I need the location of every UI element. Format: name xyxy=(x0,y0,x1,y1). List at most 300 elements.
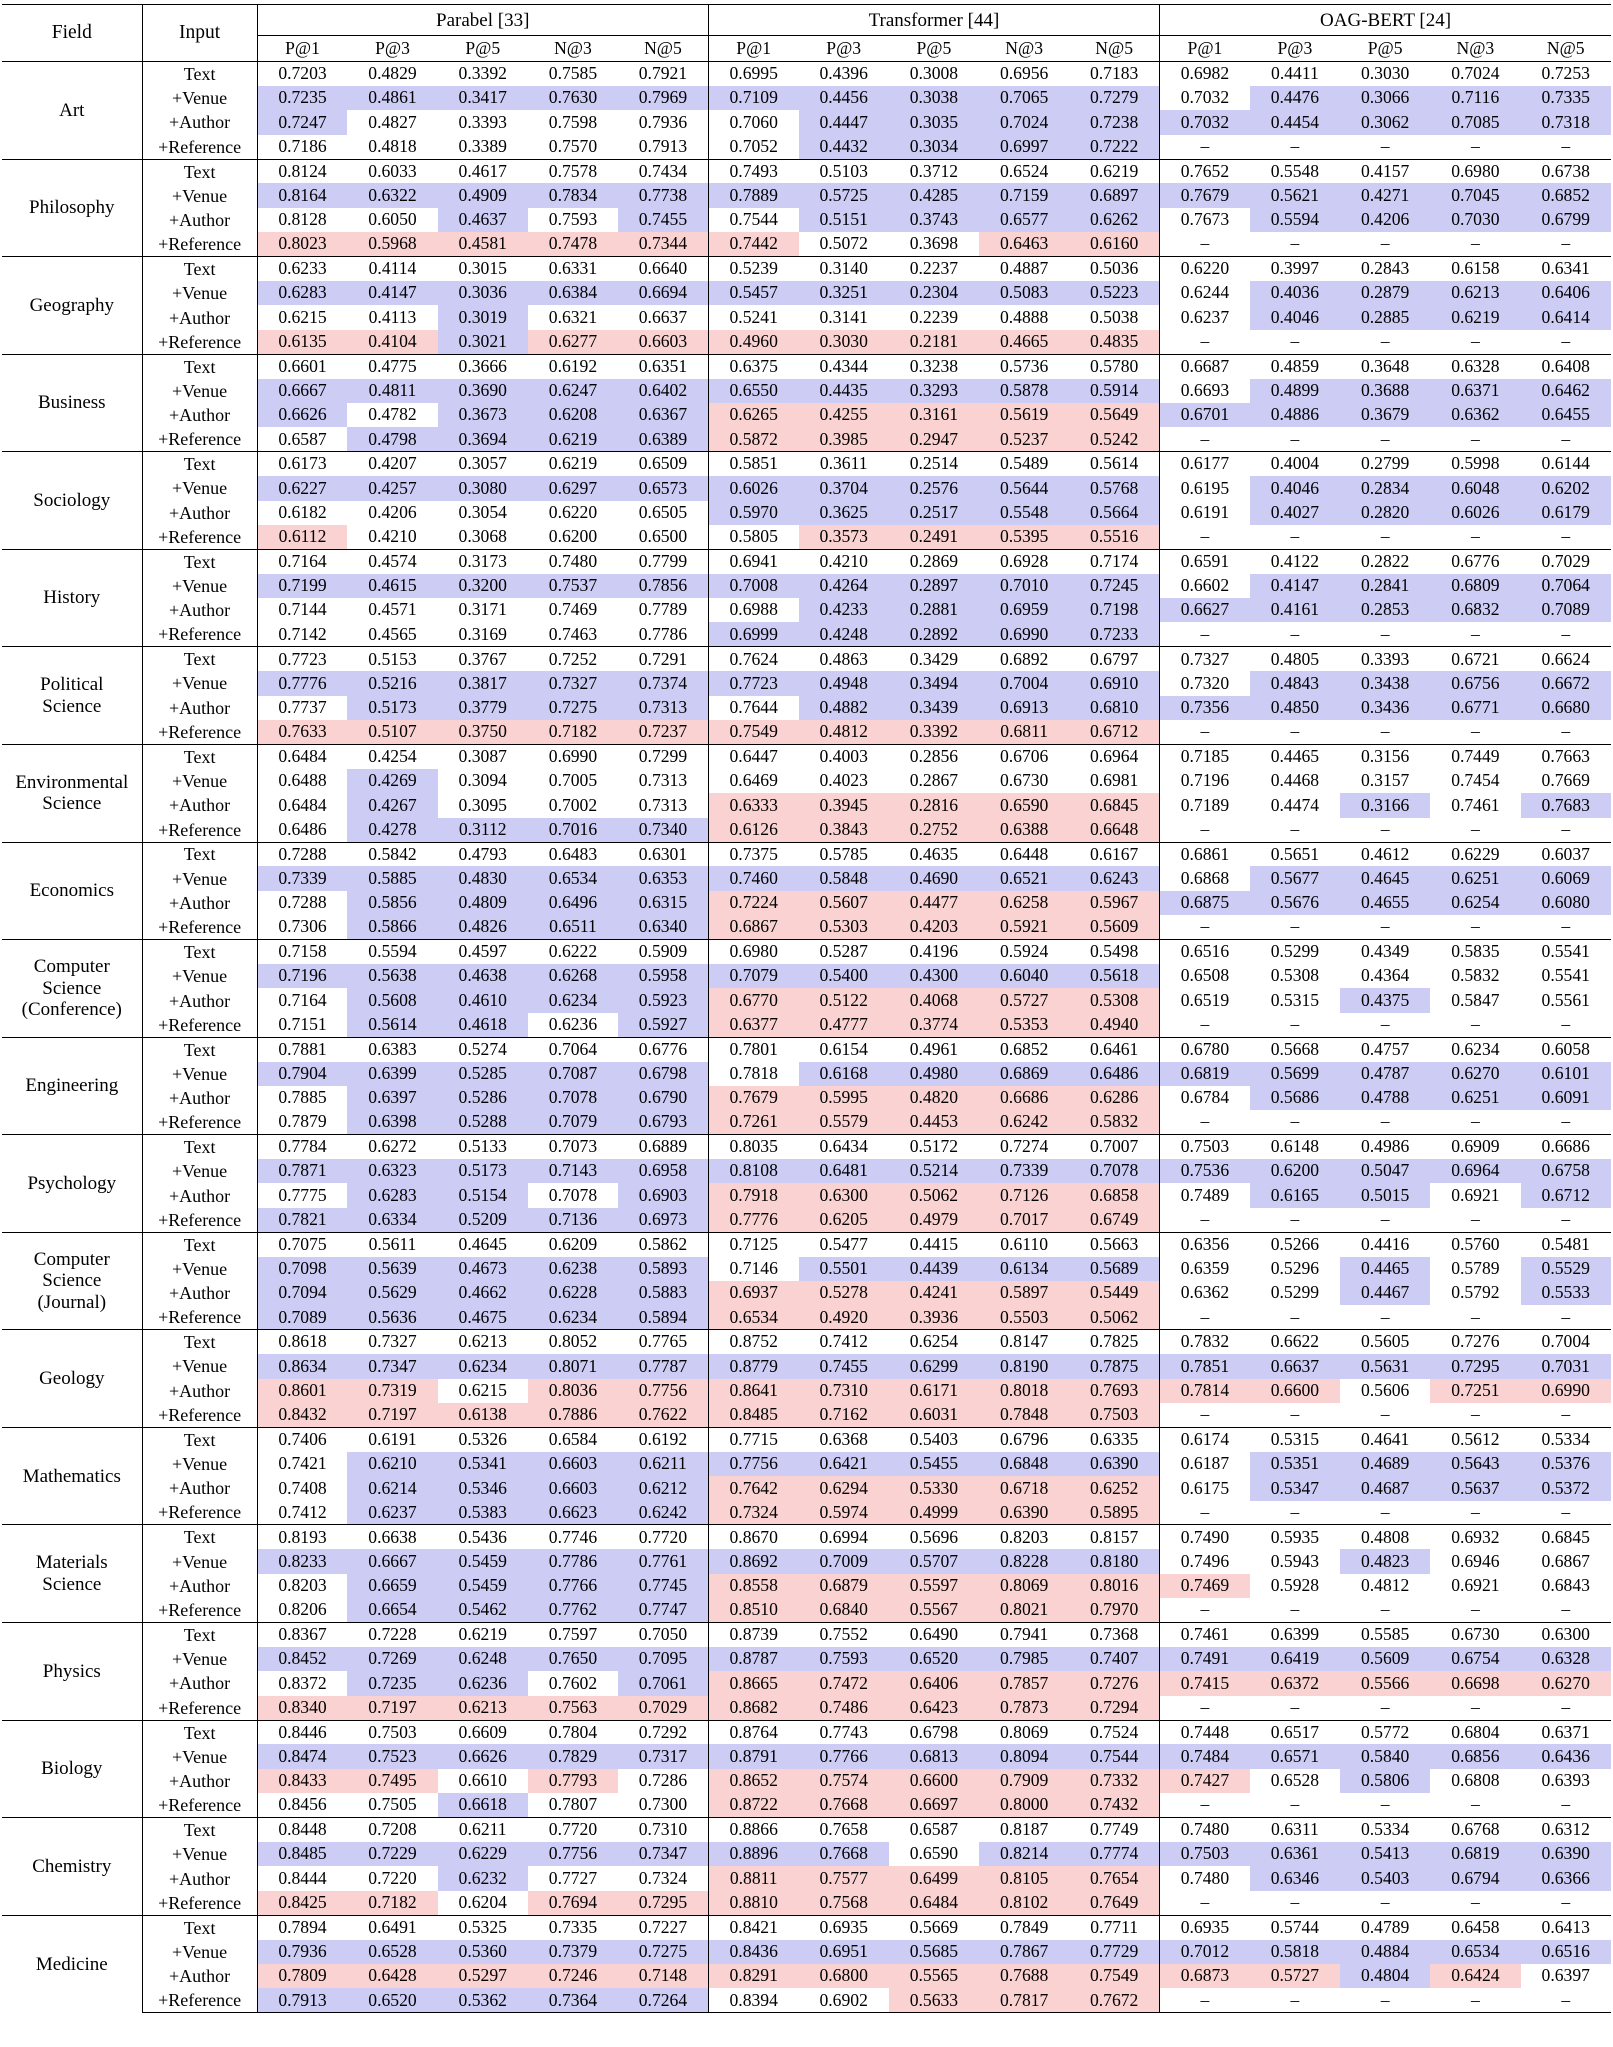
metric-cell: 0.4641 xyxy=(1340,1427,1430,1451)
metric-cell: 0.6964 xyxy=(1430,1159,1520,1183)
metric-cell: 0.5792 xyxy=(1451,1282,1500,1303)
metric-cell: 0.5909 xyxy=(618,940,708,964)
header-metric-n5-parabel: N@5 xyxy=(618,36,708,62)
metric-cell: 0.3238 xyxy=(889,354,979,378)
metric-cell: 0.7339 xyxy=(979,1159,1069,1183)
metric-cell: 0.5274 xyxy=(438,1037,528,1061)
metric-cell: 0.6158 xyxy=(1430,257,1520,281)
metric-cell: 0.6951 xyxy=(799,1940,889,1964)
metric-cell: 0.7295 xyxy=(618,1891,708,1915)
metric-cell: 0.5299 xyxy=(1250,940,1340,964)
metric-cell: 0.7299 xyxy=(618,744,708,768)
metric-cell: – xyxy=(1290,1209,1300,1229)
metric-cell: 0.7524 xyxy=(1069,1720,1159,1744)
metric-cell: 0.6211 xyxy=(438,1818,528,1842)
metric-cell: 0.7300 xyxy=(618,1793,708,1817)
table-row xyxy=(2,1940,1611,1964)
metric-cell: 0.5644 xyxy=(979,476,1069,500)
metric-cell: 0.5566 xyxy=(1340,1671,1430,1695)
metric-cell: 0.5958 xyxy=(618,964,708,988)
metric-cell: 0.4882 xyxy=(799,696,889,720)
metric-cell: 0.7002 xyxy=(548,794,598,815)
input-label: +Venue xyxy=(142,379,257,403)
metric-cell: – xyxy=(1200,135,1210,156)
metric-cell: 0.8214 xyxy=(979,1842,1069,1866)
metric-cell: 0.8164 xyxy=(257,183,347,207)
header-metric-p5-parabel: P@5 xyxy=(438,36,528,62)
metric-cell: 0.5565 xyxy=(889,1964,979,1988)
metric-cell: 0.3062 xyxy=(1340,110,1430,134)
metric-cell: 0.5998 xyxy=(1430,452,1520,476)
metric-cell: 0.5400 xyxy=(799,964,889,988)
metric-cell: 0.5856 xyxy=(347,891,437,915)
table-row xyxy=(2,525,1611,549)
metric-cell: 0.3694 xyxy=(438,427,528,451)
metric-cell: 0.4036 xyxy=(1250,281,1340,305)
metric-cell: 0.6845 xyxy=(1069,793,1159,817)
metric-cell: 0.7775 xyxy=(278,1184,327,1205)
metric-cell: 0.7356 xyxy=(1160,696,1250,720)
metric-cell: 0.7693 xyxy=(1069,1379,1159,1403)
metric-cell: 0.6212 xyxy=(618,1476,708,1500)
metric-cell: 0.3021 xyxy=(438,330,528,354)
metric-cell: 0.5894 xyxy=(618,1305,708,1329)
metric-cell: 0.6756 xyxy=(1430,671,1520,695)
metric-cell: 0.7832 xyxy=(1160,1330,1250,1354)
metric-cell: 0.6202 xyxy=(1521,476,1612,500)
metric-cell: 0.3094 xyxy=(458,770,507,791)
metric-cell: 0.2834 xyxy=(1340,476,1430,500)
metric-cell: 0.3436 xyxy=(1340,696,1430,720)
metric-cell: 0.6776 xyxy=(1430,549,1520,573)
metric-cell: 0.7094 xyxy=(257,1281,347,1305)
metric-cell: 0.8016 xyxy=(1069,1574,1159,1598)
metric-cell: 0.6413 xyxy=(1521,1915,1612,1939)
metric-cell: 0.8036 xyxy=(528,1379,618,1403)
table-row xyxy=(2,1696,1611,1720)
metric-cell: 0.7143 xyxy=(528,1159,618,1183)
metric-cell: 0.6026 xyxy=(1430,501,1520,525)
metric-cell: 0.5489 xyxy=(979,452,1069,476)
metric-cell: 0.7495 xyxy=(347,1769,437,1793)
metric-cell: 0.6610 xyxy=(458,1770,507,1791)
metric-cell: 0.7765 xyxy=(618,1330,708,1354)
metric-cell: 0.4689 xyxy=(1340,1452,1430,1476)
metric-cell: 0.7164 xyxy=(278,989,327,1010)
metric-cell: 0.6270 xyxy=(1430,1062,1520,1086)
metric-cell: 0.6050 xyxy=(368,209,417,230)
metric-cell: 0.6144 xyxy=(1521,452,1612,476)
metric-cell: 0.5239 xyxy=(708,257,798,281)
input-label: +Reference xyxy=(142,1110,257,1134)
metric-cell: – xyxy=(1290,1891,1300,1912)
metric-cell: – xyxy=(1380,1891,1390,1912)
metric-cell: 0.6399 xyxy=(1250,1623,1340,1647)
metric-cell: 0.4267 xyxy=(347,793,437,817)
metric-cell: 0.8206 xyxy=(278,1599,327,1620)
metric-cell: 0.6126 xyxy=(708,818,798,842)
metric-cell: 0.8023 xyxy=(257,232,347,256)
metric-cell: 0.7412 xyxy=(799,1330,889,1354)
table-row xyxy=(2,232,1611,256)
metric-cell: 0.7087 xyxy=(528,1062,618,1086)
metric-cell: – xyxy=(1380,1404,1390,1425)
metric-cell: 0.7873 xyxy=(979,1696,1069,1720)
metric-cell: 0.6215 xyxy=(278,306,327,327)
input-label: +Author xyxy=(142,598,257,622)
metric-cell: 0.6160 xyxy=(1069,232,1159,256)
metric-cell: 0.7851 xyxy=(1160,1354,1250,1378)
metric-cell: 0.7233 xyxy=(1069,622,1159,646)
metric-cell: 0.6730 xyxy=(999,770,1049,791)
metric-cell: 0.7196 xyxy=(257,964,347,988)
metric-cell: 0.5597 xyxy=(889,1574,979,1598)
metric-cell: 0.7597 xyxy=(528,1623,618,1647)
metric-cell: 0.6730 xyxy=(1430,1623,1520,1647)
metric-cell: 0.8448 xyxy=(257,1818,347,1842)
metric-cell: 0.8810 xyxy=(708,1891,798,1915)
metric-cell: 0.4823 xyxy=(1340,1549,1430,1573)
field-label: Medicine xyxy=(2,1915,142,2013)
metric-cell: 0.4920 xyxy=(799,1305,889,1329)
field-label: Geography xyxy=(2,257,142,355)
metric-cell: 0.6371 xyxy=(1521,1720,1612,1744)
metric-cell: 0.2304 xyxy=(889,281,979,305)
metric-cell: 0.7688 xyxy=(979,1964,1069,1988)
metric-cell: 0.7126 xyxy=(979,1183,1069,1207)
input-label: +Venue xyxy=(142,866,257,890)
metric-cell: 0.7146 xyxy=(729,1258,778,1279)
metric-cell: 0.7406 xyxy=(257,1427,347,1451)
metric-cell: 0.7749 xyxy=(1069,1818,1159,1842)
metric-cell: 0.7339 xyxy=(257,866,347,890)
metric-cell: 0.6366 xyxy=(1521,1866,1612,1890)
metric-cell: 0.3673 xyxy=(438,403,528,427)
metric-cell: 0.6328 xyxy=(1430,354,1520,378)
metric-cell: 0.2881 xyxy=(889,598,979,622)
metric-cell: 0.3429 xyxy=(889,647,979,671)
metric-cell: 0.6813 xyxy=(889,1744,979,1768)
metric-cell: 0.5629 xyxy=(347,1281,437,1305)
metric-cell: 0.6208 xyxy=(528,403,618,427)
metric-cell: 0.6712 xyxy=(1069,720,1159,744)
metric-cell: 0.7024 xyxy=(979,110,1069,134)
metric-cell: 0.4046 xyxy=(1250,476,1340,500)
metric-cell: 0.7276 xyxy=(1069,1671,1159,1695)
metric-cell: 0.4804 xyxy=(1340,1964,1430,1988)
metric-cell: 0.8652 xyxy=(708,1769,798,1793)
metric-cell: 0.4940 xyxy=(1069,1013,1159,1037)
table-row xyxy=(2,1257,1611,1281)
metric-cell: 0.6754 xyxy=(1430,1647,1520,1671)
table-row xyxy=(2,1305,1611,1329)
input-label: +Venue xyxy=(142,1549,257,1573)
metric-cell: 0.6622 xyxy=(1250,1330,1340,1354)
metric-cell: 0.6251 xyxy=(1430,866,1520,890)
table-row xyxy=(2,1769,1611,1793)
metric-cell: 0.7294 xyxy=(1069,1696,1159,1720)
metric-cell: 0.3393 xyxy=(458,111,507,132)
metric-cell: 0.5541 xyxy=(1521,940,1612,964)
metric-cell: 0.6638 xyxy=(347,1525,437,1549)
metric-cell: 0.4665 xyxy=(979,330,1069,354)
metric-cell: 0.5383 xyxy=(438,1501,528,1525)
metric-cell: 0.6312 xyxy=(1521,1818,1612,1842)
metric-cell: 0.6258 xyxy=(979,891,1069,915)
metric-cell: – xyxy=(1380,623,1390,644)
metric-cell: 0.8436 xyxy=(708,1940,798,1964)
metric-cell: 0.3140 xyxy=(799,257,889,281)
table-row xyxy=(2,1330,1611,1354)
metric-cell: 0.5883 xyxy=(618,1281,708,1305)
metric-cell: 0.3034 xyxy=(889,135,979,159)
metric-cell: 0.6428 xyxy=(347,1964,437,1988)
metric-cell: 0.6091 xyxy=(1521,1086,1612,1110)
metric-cell: 0.4888 xyxy=(999,306,1049,327)
metric-cell: 0.6808 xyxy=(1451,1770,1500,1791)
metric-cell: 0.8203 xyxy=(979,1525,1069,1549)
input-label: +Author xyxy=(142,891,257,915)
metric-cell: 0.7032 xyxy=(1160,110,1250,134)
field-label: History xyxy=(2,549,142,647)
field-label: Engineering xyxy=(2,1037,142,1135)
metric-cell: 0.6601 xyxy=(257,354,347,378)
metric-cell: 0.6393 xyxy=(1541,1770,1590,1791)
metric-cell: 0.7848 xyxy=(979,1403,1069,1427)
metric-cell: – xyxy=(1470,1794,1480,1815)
metric-cell: 0.3666 xyxy=(438,354,528,378)
metric-cell: 0.3417 xyxy=(438,86,528,110)
metric-cell: 0.7288 xyxy=(257,842,347,866)
metric-cell: 0.8692 xyxy=(708,1549,798,1573)
metric-cell: 0.7683 xyxy=(1521,793,1612,817)
metric-cell: 0.5862 xyxy=(618,1232,708,1256)
input-label: +Author xyxy=(142,1281,257,1305)
metric-cell: 0.5789 xyxy=(1451,1258,1500,1279)
metric-cell: 0.6520 xyxy=(347,1988,437,2012)
metric-cell: 0.7761 xyxy=(618,1549,708,1573)
metric-cell: 0.7229 xyxy=(347,1842,437,1866)
metric-cell: 0.6571 xyxy=(1250,1744,1340,1768)
metric-cell: 0.7654 xyxy=(1069,1866,1159,1890)
metric-cell: 0.7622 xyxy=(618,1403,708,1427)
metric-cell: 0.4104 xyxy=(347,330,437,354)
metric-cell: 0.5266 xyxy=(1250,1232,1340,1256)
metric-cell: 0.8764 xyxy=(708,1720,798,1744)
metric-cell: 0.6177 xyxy=(1160,452,1250,476)
input-label: Text xyxy=(142,159,257,183)
metric-cell: 0.5403 xyxy=(889,1427,979,1451)
metric-cell: 0.6424 xyxy=(1430,1964,1520,1988)
metric-cell: 0.5643 xyxy=(1430,1452,1520,1476)
metric-cell: 0.6640 xyxy=(618,257,708,281)
metric-cell: 0.6270 xyxy=(1521,1671,1612,1695)
metric-cell: – xyxy=(1470,1013,1480,1034)
metric-cell: 0.8069 xyxy=(979,1720,1069,1744)
metric-cell: 0.4909 xyxy=(438,183,528,207)
input-label: +Reference xyxy=(142,1988,257,2012)
metric-cell: 0.6648 xyxy=(1069,818,1159,842)
metric-cell: 0.7694 xyxy=(528,1891,618,1915)
metric-cell: 0.8147 xyxy=(979,1330,1069,1354)
metric-cell: 0.7484 xyxy=(1160,1744,1250,1768)
metric-cell: 0.6200 xyxy=(1250,1159,1340,1183)
metric-cell: 0.4617 xyxy=(438,159,528,183)
metric-cell: 0.7505 xyxy=(368,1794,417,1815)
metric-cell: 0.8394 xyxy=(708,1988,798,2012)
metric-cell: 0.5851 xyxy=(708,452,798,476)
header-group-transformer: Transformer [44] xyxy=(708,5,1159,36)
metric-cell: 0.4789 xyxy=(1340,1915,1430,1939)
table-row xyxy=(2,1379,1611,1403)
metric-cell: 0.8452 xyxy=(257,1647,347,1671)
metric-cell: 0.6800 xyxy=(799,1964,889,1988)
metric-cell: 0.6469 xyxy=(729,770,778,791)
input-label: Text xyxy=(142,452,257,476)
input-label: +Reference xyxy=(142,135,257,159)
metric-cell: 0.6749 xyxy=(1069,1208,1159,1232)
metric-cell: 0.5303 xyxy=(799,915,889,939)
header-metric-n3-oagbert: N@3 xyxy=(1430,36,1520,62)
metric-cell: 0.7313 xyxy=(618,769,708,793)
input-label: Text xyxy=(142,1525,257,1549)
metric-cell: 0.6956 xyxy=(979,62,1069,86)
metric-cell: 0.6315 xyxy=(618,891,708,915)
metric-cell: 0.7544 xyxy=(729,209,778,230)
metric-cell: 0.8485 xyxy=(708,1403,798,1427)
metric-cell: 0.7238 xyxy=(1069,110,1159,134)
metric-cell: – xyxy=(1380,1501,1390,1522)
metric-cell: 0.4597 xyxy=(438,940,528,964)
metric-cell: 0.8069 xyxy=(979,1574,1069,1598)
metric-cell: 0.7449 xyxy=(1430,744,1520,768)
metric-cell: 0.7602 xyxy=(548,1672,598,1693)
metric-cell: 0.6819 xyxy=(1430,1842,1520,1866)
metric-cell: 0.6488 xyxy=(278,770,327,791)
metric-cell: – xyxy=(1561,1794,1571,1815)
metric-cell: 0.7198 xyxy=(1069,598,1159,622)
metric-cell: 0.7144 xyxy=(278,599,327,620)
metric-cell: – xyxy=(1290,233,1300,254)
metric-cell: 0.4798 xyxy=(347,427,437,451)
metric-cell: 0.7762 xyxy=(528,1598,618,1622)
table-row xyxy=(2,452,1611,476)
metric-cell: 0.6191 xyxy=(347,1427,437,1451)
metric-cell: 0.6229 xyxy=(1430,842,1520,866)
metric-cell: 0.8722 xyxy=(708,1793,798,1817)
metric-cell: – xyxy=(1561,623,1571,644)
field-label: Geology xyxy=(2,1330,142,1428)
metric-cell: 0.2843 xyxy=(1340,257,1430,281)
metric-cell: 0.7347 xyxy=(347,1354,437,1378)
metric-cell: 0.7894 xyxy=(257,1915,347,1939)
table-row xyxy=(2,1208,1611,1232)
metric-cell: 0.4615 xyxy=(347,574,437,598)
metric-cell: – xyxy=(1470,233,1480,254)
metric-cell: – xyxy=(1561,233,1571,254)
metric-cell: 0.4278 xyxy=(347,818,437,842)
metric-cell: 0.6414 xyxy=(1521,305,1612,329)
metric-cell: 0.6383 xyxy=(347,1037,437,1061)
input-label: +Author xyxy=(142,1574,257,1598)
metric-cell: 0.6840 xyxy=(799,1598,889,1622)
header-group-oagbert: OAG-BERT [24] xyxy=(1160,5,1611,36)
metric-cell: 0.4757 xyxy=(1340,1037,1430,1061)
metric-cell: – xyxy=(1290,916,1300,937)
metric-cell: 0.4206 xyxy=(1340,208,1430,232)
metric-cell: 0.6351 xyxy=(618,354,708,378)
metric-cell: – xyxy=(1290,330,1300,351)
metric-cell: 0.7825 xyxy=(1069,1330,1159,1354)
metric-cell: 0.8641 xyxy=(708,1379,798,1403)
metric-cell: 0.6423 xyxy=(889,1696,979,1720)
table-row xyxy=(2,1891,1611,1915)
metric-cell: 0.6524 xyxy=(979,159,1069,183)
metric-cell: 0.7415 xyxy=(1160,1671,1250,1695)
input-label: +Venue xyxy=(142,964,257,988)
metric-cell: 0.6254 xyxy=(889,1330,979,1354)
metric-cell: 0.6861 xyxy=(1160,842,1250,866)
metric-cell: 0.5744 xyxy=(1250,1915,1340,1939)
metric-cell: 0.8665 xyxy=(708,1671,798,1695)
metric-cell: 0.4300 xyxy=(889,964,979,988)
metric-cell: 0.5347 xyxy=(1250,1476,1340,1500)
metric-cell: 0.6928 xyxy=(979,549,1069,573)
metric-cell: 0.4638 xyxy=(438,964,528,988)
metric-cell: 0.5457 xyxy=(708,281,798,305)
metric-cell: 0.2181 xyxy=(889,330,979,354)
metric-cell: 0.7834 xyxy=(528,183,618,207)
metric-cell: 0.7585 xyxy=(528,62,618,86)
table-row xyxy=(2,427,1611,451)
metric-cell: 0.4979 xyxy=(889,1208,979,1232)
metric-cell: 0.6776 xyxy=(618,1037,708,1061)
metric-cell: 0.6508 xyxy=(1180,965,1230,986)
metric-cell: 0.7313 xyxy=(618,696,708,720)
metric-cell: 0.5036 xyxy=(1069,257,1159,281)
metric-cell: 0.4241 xyxy=(889,1281,979,1305)
metric-cell: 0.5689 xyxy=(1069,1257,1159,1281)
input-label: +Author xyxy=(142,1964,257,1988)
metric-cell: 0.7031 xyxy=(1521,1354,1612,1378)
metric-cell: – xyxy=(1470,428,1480,449)
metric-cell: 0.4465 xyxy=(1250,744,1340,768)
metric-cell: 0.6868 xyxy=(1180,867,1230,888)
metric-cell: 0.7720 xyxy=(618,1525,708,1549)
input-label: +Author xyxy=(142,501,257,525)
metric-cell: 0.4826 xyxy=(438,915,528,939)
metric-cell: 0.6913 xyxy=(979,696,1069,720)
table-row xyxy=(2,1866,1611,1890)
metric-cell: 0.4637 xyxy=(438,208,528,232)
metric-cell: 0.7412 xyxy=(278,1501,327,1522)
metric-cell: 0.5611 xyxy=(347,1232,437,1256)
metric-cell: 0.5315 xyxy=(1270,989,1320,1010)
metric-cell: 0.6388 xyxy=(979,818,1069,842)
metric-cell: 0.6490 xyxy=(889,1623,979,1647)
input-label: +Reference xyxy=(142,818,257,842)
metric-cell: 0.2869 xyxy=(889,549,979,573)
metric-cell: 0.5326 xyxy=(438,1427,528,1451)
metric-cell: 0.7879 xyxy=(278,1111,327,1132)
header-input: Input xyxy=(142,5,257,62)
metric-cell: 0.2576 xyxy=(889,476,979,500)
metric-cell: 0.6254 xyxy=(1430,891,1520,915)
metric-cell: 0.7469 xyxy=(1160,1574,1250,1598)
metric-cell: 0.4435 xyxy=(799,379,889,403)
metric-cell: 0.6233 xyxy=(257,257,347,281)
field-label: Biology xyxy=(2,1720,142,1818)
